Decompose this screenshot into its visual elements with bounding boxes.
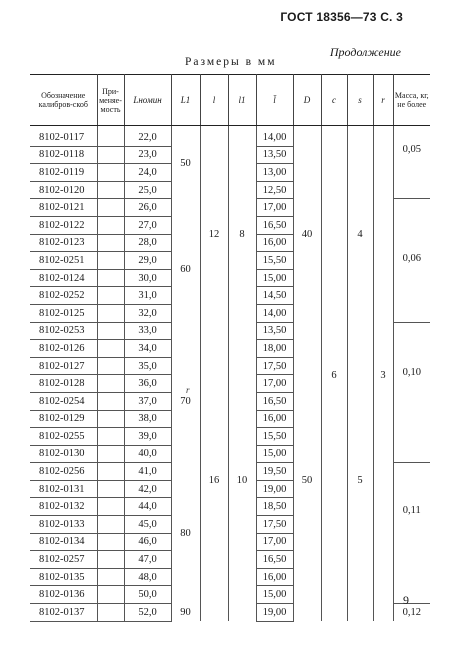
table-header-row bbox=[30, 75, 430, 126]
designation-cell: 8102-0121 bbox=[30, 199, 97, 217]
applicability-cell bbox=[97, 234, 124, 252]
L-nom-cell: 44,0 bbox=[124, 498, 171, 516]
lbar-cell: 12,50 bbox=[256, 181, 293, 199]
designation-cell: 8102-0129 bbox=[30, 410, 97, 428]
L-nom-cell: 40,0 bbox=[124, 445, 171, 463]
L-nom-cell: 52,0 bbox=[124, 604, 171, 622]
mass-cell: 0,11 bbox=[393, 463, 430, 604]
L-nom-cell: 35,0 bbox=[124, 357, 171, 375]
lbar-cell: 17,50 bbox=[256, 357, 293, 375]
applicability-cell bbox=[97, 181, 124, 199]
L-nom-cell: 31,0 bbox=[124, 287, 171, 305]
lbar-cell: 13,50 bbox=[256, 322, 293, 340]
lbar-cell: 19,50 bbox=[256, 463, 293, 481]
designation-cell: 8102-0257 bbox=[30, 551, 97, 569]
lbar-cell: 15,50 bbox=[256, 252, 293, 270]
lbar-cell: 17,50 bbox=[256, 516, 293, 534]
L1-cell: 80 bbox=[171, 463, 200, 604]
applicability-cell bbox=[97, 392, 124, 410]
L-nom-cell: 36,0 bbox=[124, 375, 171, 393]
col-header-D: D bbox=[293, 75, 321, 126]
applicability-cell bbox=[97, 252, 124, 270]
r-cell: 3 bbox=[373, 126, 393, 622]
L-nom-cell: 39,0 bbox=[124, 428, 171, 446]
D-cell: 50 bbox=[293, 340, 321, 622]
mass-cell: 0,12 bbox=[393, 604, 430, 622]
mass-cell: 0,06 bbox=[393, 199, 430, 322]
designation-cell: 8102-0251 bbox=[30, 252, 97, 270]
applicability-cell bbox=[97, 463, 124, 481]
col-header-L-nom: Lномин bbox=[124, 75, 171, 126]
designation-cell: 8102-0122 bbox=[30, 216, 97, 234]
L1-cell: 70 bbox=[171, 340, 200, 463]
col-header-L1: L1 bbox=[171, 75, 200, 126]
l-cell: 12 bbox=[200, 126, 228, 340]
lbar-cell: 16,00 bbox=[256, 568, 293, 586]
lbar-cell: 16,50 bbox=[256, 216, 293, 234]
col-header-designation: Обозначение калибров-скоб bbox=[30, 75, 97, 126]
designation-cell: 8102-0125 bbox=[30, 304, 97, 322]
col-header-mass: Масса, кг, не более bbox=[393, 75, 430, 126]
designation-cell: 8102-0131 bbox=[30, 480, 97, 498]
applicability-cell bbox=[97, 126, 124, 147]
applicability-cell bbox=[97, 516, 124, 534]
applicability-cell bbox=[97, 164, 124, 182]
L-nom-cell: 34,0 bbox=[124, 340, 171, 358]
applicability-cell bbox=[97, 340, 124, 358]
designation-cell: 8102-0117 bbox=[30, 126, 97, 147]
designation-cell: 8102-0254 bbox=[30, 392, 97, 410]
lbar-cell: 14,50 bbox=[256, 287, 293, 305]
applicability-cell bbox=[97, 216, 124, 234]
stray-mark: r bbox=[186, 385, 190, 395]
lbar-cell: 17,00 bbox=[256, 375, 293, 393]
continuation-label: Продолжение bbox=[329, 45, 401, 59]
L-nom-cell: 25,0 bbox=[124, 181, 171, 199]
L-nom-cell: 41,0 bbox=[124, 463, 171, 481]
page-number: 9 bbox=[403, 593, 409, 607]
L-nom-cell: 50,0 bbox=[124, 586, 171, 604]
L-nom-cell: 46,0 bbox=[124, 533, 171, 551]
L-nom-cell: 48,0 bbox=[124, 568, 171, 586]
l1-cell: 10 bbox=[228, 340, 256, 622]
designation-cell: 8102-0123 bbox=[30, 234, 97, 252]
lbar-cell: 15,00 bbox=[256, 269, 293, 287]
lbar-cell: 13,00 bbox=[256, 164, 293, 182]
applicability-cell bbox=[97, 146, 124, 164]
L-nom-cell: 42,0 bbox=[124, 480, 171, 498]
designation-cell: 8102-0120 bbox=[30, 181, 97, 199]
L1-cell: 60 bbox=[171, 199, 200, 340]
lbar-cell: 16,00 bbox=[256, 234, 293, 252]
L-nom-cell: 38,0 bbox=[124, 410, 171, 428]
mass-cell: 0,10 bbox=[393, 322, 430, 463]
applicability-cell bbox=[97, 269, 124, 287]
designation-cell: 8102-0255 bbox=[30, 428, 97, 446]
table-row bbox=[30, 126, 430, 147]
designation-cell: 8102-0127 bbox=[30, 357, 97, 375]
applicability-cell bbox=[97, 551, 124, 569]
s-cell: 5 bbox=[347, 340, 373, 622]
L-nom-cell: 27,0 bbox=[124, 216, 171, 234]
applicability-cell bbox=[97, 287, 124, 305]
lbar-cell: 14,00 bbox=[256, 304, 293, 322]
col-header-lbar: l̄ bbox=[256, 75, 293, 126]
lbar-cell: 16,00 bbox=[256, 410, 293, 428]
L-nom-cell: 24,0 bbox=[124, 164, 171, 182]
D-cell: 40 bbox=[293, 126, 321, 340]
lbar-cell: 16,50 bbox=[256, 392, 293, 410]
lbar-cell: 18,50 bbox=[256, 498, 293, 516]
applicability-cell bbox=[97, 604, 124, 622]
applicability-cell bbox=[97, 533, 124, 551]
lbar-cell: 15,00 bbox=[256, 586, 293, 604]
lbar-cell: 19,00 bbox=[256, 604, 293, 622]
designation-cell: 8102-0253 bbox=[30, 322, 97, 340]
c-cell: 6 bbox=[321, 126, 347, 622]
lbar-cell: 15,00 bbox=[256, 445, 293, 463]
designation-cell: 8102-0137 bbox=[30, 604, 97, 622]
designation-cell: 8102-0133 bbox=[30, 516, 97, 534]
s-cell: 4 bbox=[347, 126, 373, 340]
lbar-cell: 13,50 bbox=[256, 146, 293, 164]
l-cell: 16 bbox=[200, 340, 228, 622]
gauge-table bbox=[30, 74, 430, 622]
L-nom-cell: 22,0 bbox=[124, 126, 171, 147]
lbar-cell: 17,00 bbox=[256, 199, 293, 217]
L-nom-cell: 28,0 bbox=[124, 234, 171, 252]
applicability-cell bbox=[97, 568, 124, 586]
col-header-r: r bbox=[373, 75, 393, 126]
applicability-cell bbox=[97, 322, 124, 340]
designation-cell: 8102-0252 bbox=[30, 287, 97, 305]
designation-cell: 8102-0132 bbox=[30, 498, 97, 516]
designation-cell: 8102-0256 bbox=[30, 463, 97, 481]
L-nom-cell: 32,0 bbox=[124, 304, 171, 322]
dimensions-note: Размеры в мм bbox=[185, 56, 277, 68]
applicability-cell bbox=[97, 375, 124, 393]
applicability-cell bbox=[97, 410, 124, 428]
designation-cell: 8102-0135 bbox=[30, 568, 97, 586]
applicability-cell bbox=[97, 199, 124, 217]
L1-cell: 50 bbox=[171, 126, 200, 199]
l1-cell: 8 bbox=[228, 126, 256, 340]
applicability-cell bbox=[97, 498, 124, 516]
L-nom-cell: 29,0 bbox=[124, 252, 171, 270]
designation-cell: 8102-0124 bbox=[30, 269, 97, 287]
designation-cell: 8102-0128 bbox=[30, 375, 97, 393]
lbar-cell: 18,00 bbox=[256, 340, 293, 358]
col-header-l: l bbox=[200, 75, 228, 126]
col-header-l1: l1 bbox=[228, 75, 256, 126]
col-header-c: c bbox=[321, 75, 347, 126]
designation-cell: 8102-0130 bbox=[30, 445, 97, 463]
designation-cell: 8102-0119 bbox=[30, 164, 97, 182]
L-nom-cell: 30,0 bbox=[124, 269, 171, 287]
L-nom-cell: 47,0 bbox=[124, 551, 171, 569]
lbar-cell: 17,00 bbox=[256, 533, 293, 551]
lbar-cell: 16,50 bbox=[256, 551, 293, 569]
standard-header: ГОСТ 18356—73 С. 3 bbox=[280, 10, 403, 24]
designation-cell: 8102-0118 bbox=[30, 146, 97, 164]
designation-cell: 8102-0136 bbox=[30, 586, 97, 604]
applicability-cell bbox=[97, 304, 124, 322]
applicability-cell bbox=[97, 357, 124, 375]
table-row bbox=[30, 340, 430, 358]
L-nom-cell: 26,0 bbox=[124, 199, 171, 217]
applicability-cell bbox=[97, 586, 124, 604]
col-header-s: s bbox=[347, 75, 373, 126]
designation-cell: 8102-0134 bbox=[30, 533, 97, 551]
designation-cell: 8102-0126 bbox=[30, 340, 97, 358]
L-nom-cell: 33,0 bbox=[124, 322, 171, 340]
L-nom-cell: 37,0 bbox=[124, 392, 171, 410]
lbar-cell: 19,00 bbox=[256, 480, 293, 498]
L-nom-cell: 23,0 bbox=[124, 146, 171, 164]
applicability-cell bbox=[97, 445, 124, 463]
lbar-cell: 15,50 bbox=[256, 428, 293, 446]
lbar-cell: 14,00 bbox=[256, 126, 293, 147]
L-nom-cell: 45,0 bbox=[124, 516, 171, 534]
applicability-cell bbox=[97, 480, 124, 498]
mass-cell: 0,05 bbox=[393, 126, 430, 199]
L1-cell: 90 bbox=[171, 604, 200, 622]
col-header-applicability: При-меняе-мость bbox=[97, 75, 124, 126]
applicability-cell bbox=[97, 428, 124, 446]
